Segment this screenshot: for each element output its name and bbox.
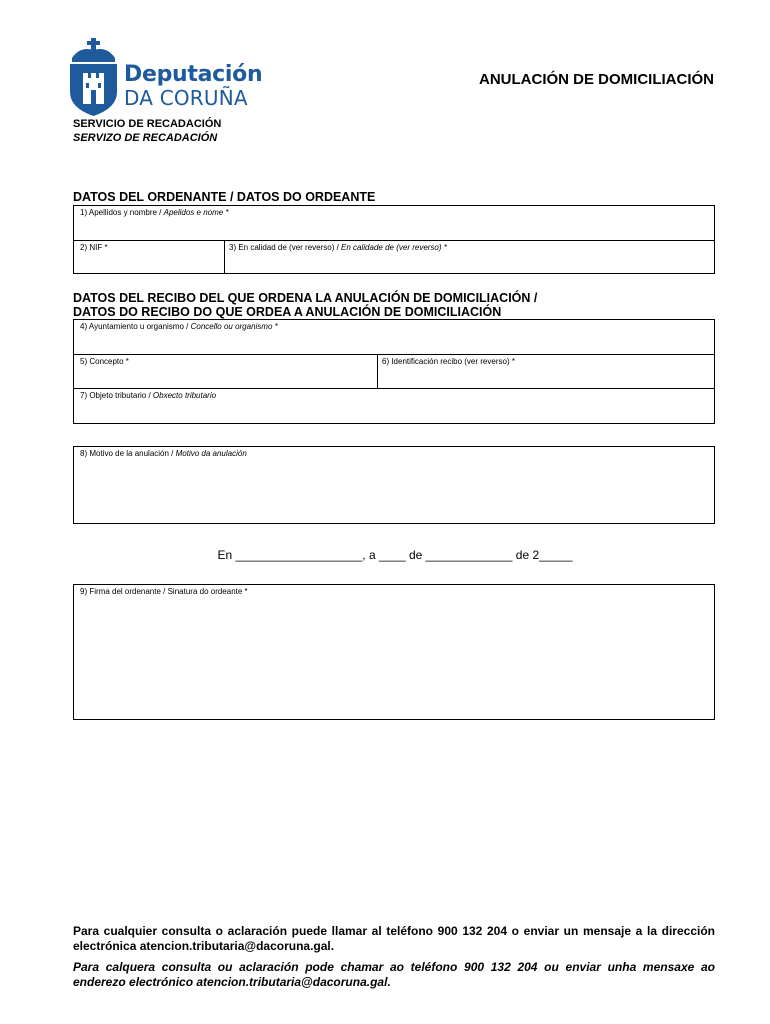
field-label-es: 1) Apellidos y nombre /: [80, 208, 164, 217]
field-firma-ordenante: 9) Firma del ordenante / Sinatura do ordeante *: [80, 587, 248, 596]
service-name-es: SERVICIO DE RECADACIÓN: [73, 118, 222, 130]
footer-contact-gl: Para calquera consulta ou aclaración pode chamar ao teléfono 900 132 204 ou enviar unha mensaxe ao enderezo electrónico atencion.tributaria@dacoruna.gal.: [73, 960, 715, 989]
footer-contact-es: Para cualquier consulta o aclaración puede llamar al teléfono 900 132 204 o enviar un mensaje a la dirección electrónica atencion.tributaria@dacoruna.gal.: [73, 924, 715, 953]
field-en-calidad-de[interactable]: [229, 243, 447, 252]
field-label-gl: Obxecto tributario: [152, 391, 217, 400]
section-recibo-heading-es: DATOS DEL RECIBO DEL QUE ORDENA LA ANULACIÓN DE DOMICILIACIÓN /: [73, 291, 538, 305]
field-label-gl: Apelidos e nome *: [163, 208, 229, 217]
field-motivo-anulacion[interactable]: [80, 449, 247, 458]
section-recibo-heading-gl: DATOS DO RECIBO DO QUE ORDEA A ANULACIÓN DE DOMICILIACIÓN: [73, 305, 502, 319]
field-label-es: 3) En calidad de (ver reverso) /: [229, 243, 342, 252]
field-label-es: 7) Objeto tributario /: [80, 391, 153, 400]
field-label-es: 8) Motivo de la anulación /: [80, 449, 176, 458]
field-label-gl: Concello ou organismo *: [190, 322, 278, 331]
field-objeto-tributario[interactable]: [80, 391, 216, 400]
signature-box[interactable]: [73, 584, 715, 720]
field-apellidos-nombre[interactable]: [80, 208, 229, 217]
field-nif[interactable]: 2) NIF *: [80, 243, 108, 252]
section-ordenante-heading: DATOS DEL ORDENANTE / DATOS DO ORDEANTE: [73, 190, 376, 204]
field-label-gl: Motivo da anulación: [175, 449, 247, 458]
field-ayuntamiento[interactable]: [80, 322, 278, 331]
recibo-box: [73, 319, 715, 424]
logo-text-deputacion: Deputación: [124, 62, 263, 87]
field-concepto[interactable]: 5) Concepto *: [80, 357, 129, 366]
service-name-gl: SERVIZO DE RECADACIÓN: [73, 132, 218, 144]
place-date-line[interactable]: En ___________________, a ____ de _____________ de 2_____: [217, 548, 573, 562]
field-label-es: 4) Ayuntamiento u organismo /: [80, 322, 191, 331]
logo-text-da-coruna: DA CORUÑA: [124, 86, 248, 110]
field-label-gl: En calidade de (ver reverso) *: [341, 243, 447, 252]
coat-of-arms-logo-icon: [66, 38, 122, 118]
document-title: ANULACIÓN DE DOMICILIACIÓN: [479, 71, 714, 88]
field-identificacion-recibo[interactable]: 6) Identificación recibo (ver reverso) *: [382, 357, 515, 366]
